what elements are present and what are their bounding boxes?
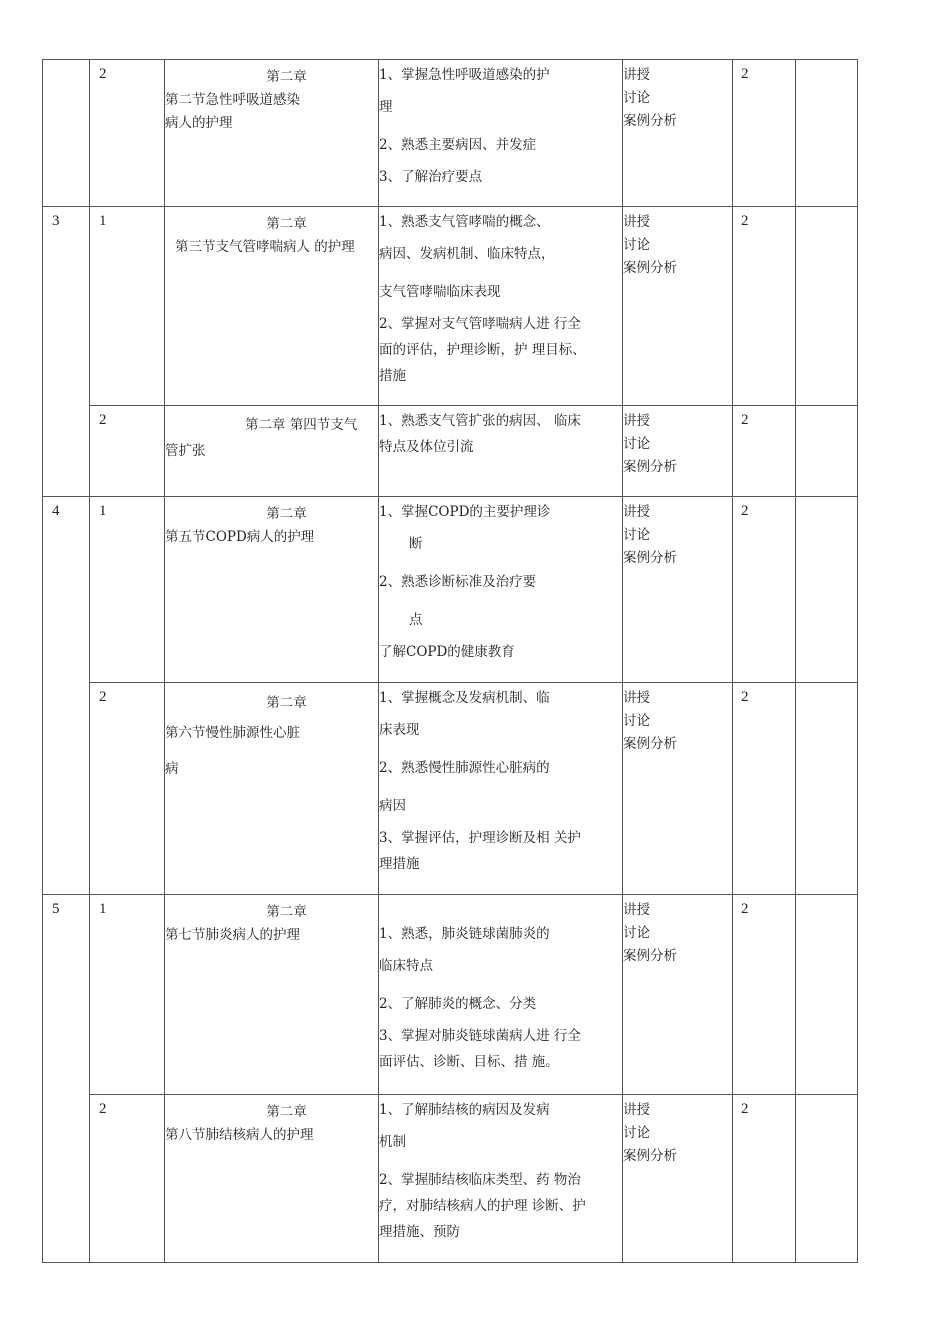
method-item: 讲授	[623, 690, 650, 706]
method-cell	[623, 895, 733, 1095]
objective-line: 理措施	[379, 856, 420, 872]
method-item: 讲授	[623, 67, 650, 83]
note-cell	[796, 406, 858, 497]
objective-line: 1、熟悉，肺炎链球菌肺炎的	[379, 926, 550, 942]
objective-line: 疗，对肺结核病人的护理 诊断、护	[379, 1198, 586, 1214]
objective-line: 2、熟悉慢性肺源性心脏病的	[379, 760, 550, 776]
topic-line: 病人的护理	[165, 115, 233, 131]
objective-line: 面的评估，护理诊断，护 理目标、	[379, 342, 586, 358]
method-cell	[623, 683, 733, 895]
objective-cell	[379, 683, 623, 895]
objective-line: 1、掌握急性呼吸道感染的护	[379, 67, 550, 83]
method-item: 讨论	[623, 237, 650, 253]
week-cell: 3	[43, 207, 90, 497]
topic-line: 第三节支气管哮喘病人 的护理	[175, 239, 355, 255]
hours-cell: 2	[733, 895, 796, 1095]
chapter-label: 第二章	[266, 1104, 307, 1120]
note-cell	[796, 895, 858, 1095]
table-row	[43, 895, 858, 1095]
hours-cell: 2	[733, 683, 796, 895]
objective-line: 床表现	[379, 722, 420, 738]
objective-line: 3、掌握评估，护理诊断及相 关护	[379, 830, 581, 846]
objective-cell	[379, 207, 623, 406]
hours-cell: 2	[733, 406, 796, 497]
method-item: 案例分析	[623, 260, 677, 276]
topic-cell	[165, 683, 379, 895]
objective-line: 1、了解肺结核的病因及发病	[379, 1102, 550, 1118]
note-cell	[796, 1095, 858, 1263]
method-item: 案例分析	[623, 113, 677, 129]
session-cell: 1	[90, 497, 165, 683]
note-cell	[796, 60, 858, 207]
chapter-label: 第二章	[266, 904, 307, 920]
topic-line: 第七节肺炎病人的护理	[165, 927, 300, 943]
objective-line: 临床特点	[379, 958, 433, 974]
objective-line: 3、掌握对肺炎链球菌病人进 行全	[379, 1028, 581, 1044]
method-item: 讨论	[623, 713, 650, 729]
method-item: 讨论	[623, 90, 650, 106]
objective-line: 2、了解肺炎的概念、分类	[379, 996, 537, 1012]
objective-line: 了解COPD的健康教育	[379, 644, 515, 660]
table-row	[43, 207, 858, 406]
topic-line: 病	[165, 761, 179, 777]
chapter-label: 第二章	[266, 506, 307, 522]
method-item: 讲授	[623, 902, 650, 918]
objective-line: 特点及体位引流	[379, 439, 474, 455]
hours-cell: 2	[733, 60, 796, 207]
chapter-label: 第二章	[266, 695, 307, 711]
method-cell	[623, 497, 733, 683]
objective-line: 措施	[379, 368, 406, 384]
chapter-label: 第二章 第四节支气	[245, 417, 358, 433]
topic-cell	[165, 60, 379, 207]
session-cell: 2	[90, 406, 165, 497]
objective-cell	[379, 895, 623, 1095]
method-item: 讨论	[623, 527, 650, 543]
method-cell	[623, 207, 733, 406]
objective-line: 2、掌握肺结核临床类型、药 物治	[379, 1172, 581, 1188]
method-item: 讨论	[623, 436, 650, 452]
session-cell: 1	[90, 207, 165, 406]
table-row	[43, 683, 858, 895]
objective-line: 理	[379, 99, 393, 115]
method-item: 讲授	[623, 504, 650, 520]
objective-cell	[379, 406, 623, 497]
method-item: 讨论	[623, 925, 650, 941]
objective-line: 3、了解治疗要点	[379, 169, 483, 185]
method-item: 案例分析	[623, 1148, 677, 1164]
objective-cell	[379, 1095, 623, 1263]
week-cell: 4	[43, 497, 90, 895]
table-row	[43, 1095, 858, 1263]
method-item: 讨论	[623, 1125, 650, 1141]
objective-line: 病因、发病机制、临床特点，	[379, 246, 555, 262]
session-cell: 2	[90, 683, 165, 895]
chapter-label: 第二章	[266, 69, 307, 85]
table-row	[43, 406, 858, 497]
objective-line: 支气管哮喘临床表现	[379, 284, 501, 300]
session-cell: 1	[90, 895, 165, 1095]
table-row	[43, 60, 858, 207]
topic-line: 第六节慢性肺源性心脏	[165, 725, 300, 741]
note-cell	[796, 207, 858, 406]
topic-line: 第八节肺结核病人的护理	[165, 1127, 314, 1143]
objective-line: 1、掌握概念及发病机制、临	[379, 690, 550, 706]
topic-cell	[165, 1095, 379, 1263]
objective-line: 2、掌握对支气管哮喘病人进 行全	[379, 316, 581, 332]
method-item: 案例分析	[623, 948, 677, 964]
method-cell	[623, 406, 733, 497]
note-cell	[796, 497, 858, 683]
method-cell	[623, 60, 733, 207]
objective-line: 断	[409, 536, 423, 552]
objective-cell	[379, 60, 623, 207]
week-cell: 5	[43, 895, 90, 1263]
hours-cell: 2	[733, 207, 796, 406]
method-item: 案例分析	[623, 736, 677, 752]
objective-line: 机制	[379, 1134, 406, 1150]
topic-line: 管扩张	[165, 443, 206, 459]
objective-line: 2、熟悉诊断标准及治疗要	[379, 574, 537, 590]
topic-cell	[165, 895, 379, 1095]
objective-line: 病因	[379, 798, 406, 814]
objective-line: 理措施、预防	[379, 1224, 460, 1240]
chapter-label: 第二章	[266, 216, 307, 232]
topic-cell	[165, 497, 379, 683]
objective-line: 面评估、诊断、目标、措 施。	[379, 1054, 559, 1070]
session-cell: 2	[90, 1095, 165, 1263]
method-item: 讲授	[623, 413, 650, 429]
method-item: 讲授	[623, 1102, 650, 1118]
week-cell	[43, 60, 90, 207]
note-cell	[796, 683, 858, 895]
schedule-table	[42, 59, 858, 1263]
objective-line: 1、熟悉支气管扩张的病因、 临床	[379, 413, 581, 429]
method-item: 讲授	[623, 214, 650, 230]
table-row	[43, 497, 858, 683]
objective-line: 点	[409, 612, 423, 628]
method-cell	[623, 1095, 733, 1263]
topic-line: 第二节急性呼吸道感染	[165, 92, 300, 108]
topic-cell	[165, 406, 379, 497]
session-cell: 2	[90, 60, 165, 207]
hours-cell: 2	[733, 1095, 796, 1263]
objective-line: 1、熟悉支气管哮喘的概念、	[379, 214, 550, 230]
objective-line: 1、掌握COPD的主要护理诊	[379, 504, 551, 520]
objective-line: 2、熟悉主要病因、并发症	[379, 137, 537, 153]
objective-cell	[379, 497, 623, 683]
topic-cell	[165, 207, 379, 406]
method-item: 案例分析	[623, 550, 677, 566]
topic-line: 第五节COPD病人的护理	[165, 529, 315, 545]
hours-cell: 2	[733, 497, 796, 683]
method-item: 案例分析	[623, 459, 677, 475]
